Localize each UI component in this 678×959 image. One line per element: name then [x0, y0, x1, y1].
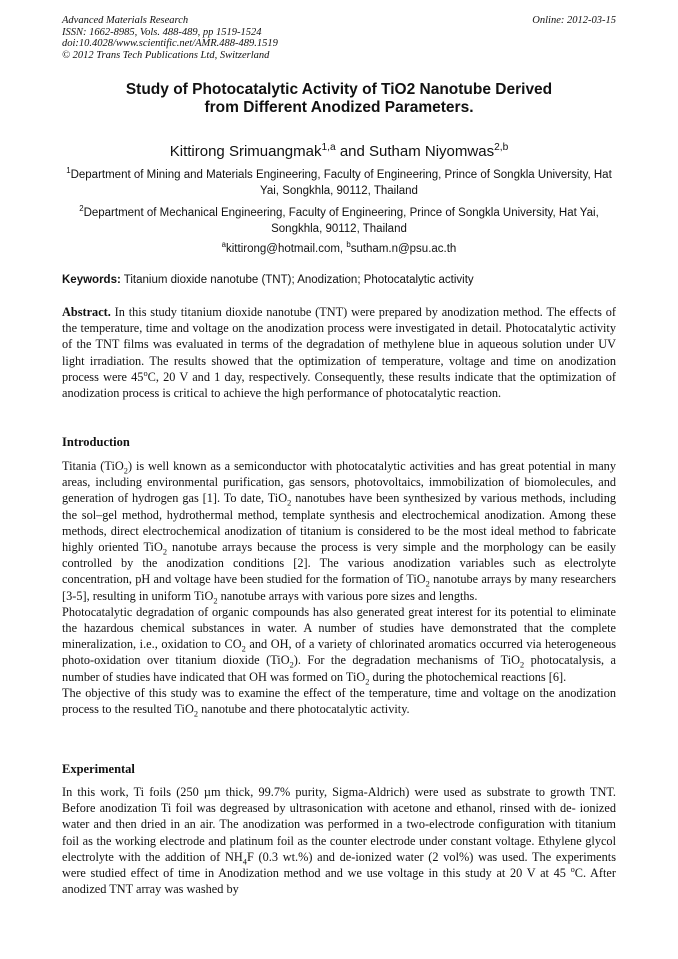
intro-paragraph-1 [62, 458, 616, 604]
author-emails [62, 241, 616, 257]
subscript-2: 2 [193, 709, 199, 719]
affiliation-2 [62, 205, 616, 237]
intro-p1-c: nanotubes have been synthesized by various methods, including the sol–gel method, hydrothermal method, template synthesis and electrochemical anodization. Among these methods, direct electrochemical anodization of titanium is considered to be the most ideal method to fabricate highly oriented TiO [62, 491, 616, 555]
doi-line: doi:10.4028/www.scientific.net/AMR.488-489.1519 [62, 38, 278, 50]
intro-paragraph-2 [62, 604, 616, 685]
subscript-2: 2 [365, 677, 370, 687]
abstract-text-2: C, 20 V and 1 day, respectively. Consequently, these results indicate that the optimization of anodization process is critical to achieve the high performance of photocatalytic reaction. [62, 369, 616, 401]
keywords-text: Titanium dioxide nanotube (TNT); Anodization; Photocatalytic activity [120, 274, 474, 286]
intro-p1-d: nanotube arrays because the process is very simple and the morphology can be easily controlled by the anodization conditions [2]. The various anodization variables such as electrolyte concentration, pH and voltage have been studied for the formation of TiO [62, 540, 616, 587]
intro-p2-c: ). For the degradation mechanisms of TiO [293, 653, 521, 668]
subscript-2: 2 [520, 660, 525, 670]
introduction-body [62, 458, 616, 717]
affiliation-1 [62, 167, 616, 199]
intro-paragraph-3 [62, 685, 616, 717]
issn-line: ISSN: 1662-8985, Vols. 488-489, pp 1519-1524 [62, 26, 262, 38]
author-list [62, 143, 616, 161]
subscript-2: 2 [287, 498, 292, 508]
affiliation-1-text: Department of Mining and Materials Engineering, Faculty of Engineering, Prince of Songkla University, Hat Yai, Songkhla, 90112, Thailand [70, 169, 612, 197]
abstract [62, 304, 616, 401]
journal-name: Advanced Materials Research [62, 15, 189, 26]
author-conjunction: and [335, 143, 370, 160]
subscript-2: 2 [241, 644, 246, 654]
abstract-text-1: In this study titanium dioxide nanotube (TNT) were prepared by anodization method. The effects of the temperature, time and voltage on the anodization process were investigated in detail. Photocatalytic activity of the TNT films was evaluated in terms of the degradation of methylene blue in aqueous solution under UV light irradiation. The results showed that the optimization of temperature, voltage and time on anodization process were 45 [62, 305, 616, 384]
intro-p2-b: and OH, of a variety of chlorinated aromatics occurred via heterogeneous photo-oxidation over titanium dioxide (TiO [62, 637, 616, 668]
subscript-4: 4 [242, 857, 247, 867]
keywords-label: Keywords: [62, 274, 121, 286]
subscript-2: 2 [123, 466, 128, 476]
subscript-2: 2 [162, 547, 168, 557]
intro-p1-e: nanotube arrays by many researchers [3-5], resulting in uniform TiO [62, 572, 616, 603]
subscript-2: 2 [425, 579, 430, 589]
title-line-2: from Different Anodized Parameters. [204, 99, 474, 116]
intro-p3-a: The objective of this study was to examine the effect of the temperature, time and voltage on the anodization process to the resulted TiO [62, 685, 616, 717]
author-2-affiliation-mark: 2,b [494, 142, 509, 153]
experimental-body [62, 784, 616, 897]
email-b: sutham.n@psu.ac.th [350, 243, 457, 255]
paper-title [62, 81, 616, 117]
author-1: Kittirong Srimuangmak [169, 143, 322, 160]
intro-p3-b: nanotube and there photocatalytic activity. [198, 702, 410, 717]
keywords [62, 273, 616, 288]
affiliation-1-mark: 1 [66, 166, 71, 176]
abstract-label: Abstract. [62, 305, 111, 319]
intro-p2-d: photocatalysis, a number of studies have indicated that OH was formed on TiO [62, 653, 616, 684]
intro-p2-a: Photocatalytic degradation of organic compounds has also generated great interest for its potential to eliminate the hazardous chemical substances in water. A number of studies have demonstrated that the complete mineralization, i.e., oxidation to CO [62, 604, 616, 652]
email-b-mark: b [346, 240, 351, 250]
email-a-mark: a [221, 240, 226, 250]
subscript-2: 2 [213, 596, 218, 606]
intro-p1-b: ) is well known as a semiconductor with photocatalytic activities and has great potential in many areas, including environmental purification, gas sensors, photovoltaics, immobilization of biomolecules, and generation of hydrogen gas [1]. To date, TiO [62, 459, 616, 506]
exp-text-c: C. After anodized TNT array was washed by [62, 866, 616, 897]
journal-header [62, 15, 616, 61]
exp-degree: o [570, 864, 575, 874]
title-line-1: Study of Photocatalytic Activity of TiO2 Nanotube Derived [125, 81, 553, 98]
exp-text-a: In this work, Ti foils (250 µm thick, 99.7% purity, Sigma-Aldrich) were used as substrate to growth TNT. Before anodization Ti foil was degreased by ultrasonication with acetone and ethanol, rinsed with de- ionized water and then dried in an air. The anodization was performed in a two-electrode configuration with titanium foil as the working electrode and platinum foil as the counter electrode under constant voltage. Ethylene glycol electrolyte with the addition of NH [62, 785, 616, 864]
affiliation-2-text: Department of Mechanical Engineering, Faculty of Engineering, Prince of Songkla University, Hat Yai, Songkhla, 90112, Thailand [83, 207, 599, 235]
author-2: Sutham Niyomwas [369, 143, 495, 160]
exp-text-b: F (0.3 wt.%) and de-ionized water (2 vol%) was used. The experiments were studied effect of time in Anodization method and we use voltage in this study at 20 V at 45 [62, 849, 616, 881]
intro-p2-e: during the photochemical reactions [6]. [369, 669, 567, 684]
author-1-affiliation-mark: 1,a [321, 142, 336, 153]
introduction-heading: Introduction [62, 435, 130, 449]
abstract-degree: o [143, 368, 148, 378]
affiliation-2-mark: 2 [79, 204, 84, 214]
email-a: kittirong@hotmail.com, [226, 243, 347, 255]
intro-p1-a: Titania (TiO [62, 459, 124, 473]
copyright-line: © 2012 Trans Tech Publications Ltd, Switzerland [62, 49, 270, 61]
intro-p1-f: nanotube arrays with various pore sizes and lengths. [217, 588, 478, 603]
subscript-2: 2 [289, 660, 294, 670]
experimental-heading: Experimental [62, 762, 135, 776]
online-date: Online: 2012-03-15 [532, 15, 616, 26]
